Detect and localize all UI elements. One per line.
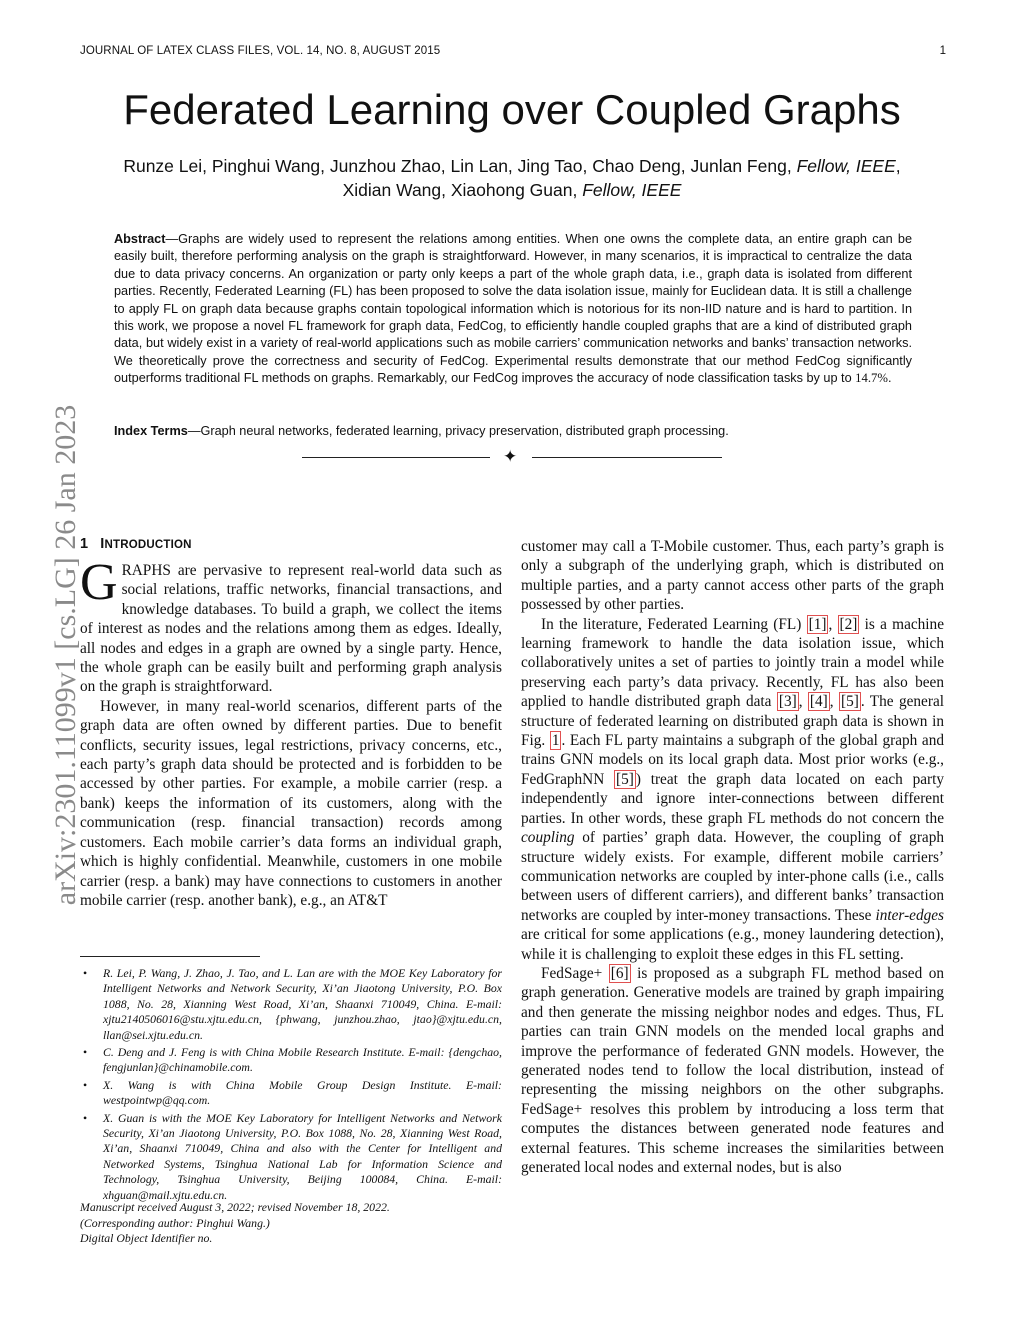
footnote-text: X. Wang is with China Mobile Group Design Institute. E-mail: westpointwp@qq.com. — [103, 1077, 502, 1108]
authors-line-1: Runze Lei, Pinghui Wang, Junzhou Zhao, Lin Lan, Jing Tao, Chao Deng, Junlan Feng, — [123, 156, 797, 176]
author-list — [90, 154, 934, 202]
text-run: . The general structure of federated learning on distributed graph data is shown in Fig. — [521, 693, 944, 750]
section-title-rest: NTRODUCTION — [104, 539, 192, 551]
fellow-ieee-1: Fellow, IEEE — [796, 156, 896, 176]
text-run: , — [829, 693, 839, 711]
footnote-item — [80, 1045, 502, 1076]
bullet-icon: • — [83, 1110, 88, 1125]
intro-paragraph-2: However, in many real-world scenarios, different parts of the graph data are often owned by different parties. Due to benefit conflicts, security issues, legal restrictions, privacy concerns, etc., each party’s graph data should be protected and is forbidden to be accessed by other parties. For example, a mobile carrier (resp. a bank) keeps the information of its customers, along with the communication (resp. financial transaction) records among customers. Each mobile carrier’s data forms an individual graph, which is highly confidential. Meanwhile, customers in one mobile carrier (resp. a bank) may have connections to customers in another mobile carrier (resp. another bank), e.g., an AT&T — [80, 697, 502, 909]
text-run: . Each FL party maintains a subgraph of the global graph and trains GNN models on its local graph data. Most prior works (e.g., FedGraphNN — [521, 732, 944, 788]
text-run: is proposed as a subgraph FL method based on graph generation. Generative models are trained by graph impairing and then generate the missing neighbor nodes and edges. Thus, FL parties can train GNN models on the mended local graphs and improve the performance of federated GNN models. However, the generated nodes tend to follow the local distribution, instead of representing the missing neighbors on the other subgraphs. FedSage+ resolves this problem by introducing a loss term that computes the distances between generated node features and external features. This scheme increases the similarities between generated local nodes and external nodes, but is also — [521, 964, 944, 1176]
intro-paragraph-5 — [521, 964, 944, 1177]
text-run: , — [828, 615, 838, 633]
text-run: of parties’ graph data. However, the coupling of graph structure widely exists. For example, different mobile carriers’ communication networks are coupled by inter-phone calls (i.e., calls between users of different carriers), and different banks’ transaction networks are coupled by inter-money transactions. These — [521, 829, 944, 924]
running-header — [80, 45, 946, 61]
citation-link-4[interactable]: [4] — [809, 693, 828, 711]
emphasis-inter-edges: inter-edges — [875, 906, 944, 924]
footnote-item — [80, 966, 502, 1043]
intro-paragraph-4 — [521, 615, 944, 964]
section-title-initial: I — [100, 536, 105, 552]
divider-rule-right — [532, 457, 722, 458]
abstract-label: Abstract — [114, 232, 166, 246]
corresponding-author: (Corresponding author: Pinghui Wang.) — [80, 1215, 270, 1230]
section-heading — [80, 536, 192, 552]
text-run: In the literature, Federated Learning (FL) — [541, 615, 807, 633]
text-run: FedSage+ — [541, 964, 609, 982]
authors-comma: , — [895, 156, 901, 176]
fellow-ieee-2: Fellow, IEEE — [582, 180, 682, 200]
footnote-text: C. Deng and J. Feng is with China Mobile Research Institute. E-mail: {dengchao, fengjunlan}@chinamobile.com. — [103, 1045, 502, 1075]
index-terms-label: Index Terms — [114, 424, 188, 438]
citation-link-3[interactable]: [3] — [778, 693, 797, 711]
section-divider — [302, 449, 722, 469]
authors-line-2: Xidian Wang, Xiaohong Guan, — [342, 180, 583, 200]
figure-link-1[interactable]: 1 — [551, 732, 560, 750]
bullet-icon: • — [83, 1077, 88, 1092]
index-terms-text: —Graph neural networks, federated learning, privacy preservation, distributed graph processing. — [187, 424, 729, 438]
section-number: 1 — [80, 536, 89, 552]
footnote-rule — [80, 956, 260, 957]
bullet-icon: • — [83, 1045, 88, 1060]
intro-paragraph-1-text: RAPHS are pervasive to represent real-world data such as social relations, traffic networks, financial transactions, and knowledge databases. To build a graph, we collect the items of interest as nodes and the relations among them as edges. Ideally, all nodes and edges in a graph are owned by a single party. Hence, the whole graph can be easily built and performing graph analysis on the graph is straightforward. — [80, 562, 502, 696]
abstract — [114, 231, 912, 388]
drop-cap: G — [80, 554, 118, 611]
citation-link-2[interactable]: [2] — [839, 615, 858, 633]
citation-link-5[interactable]: [5] — [841, 693, 859, 711]
abstract-value: 14.7% — [855, 371, 888, 386]
text-run: ) treat the graph data located on each party independently and ignore inter-connections between different parties. In other words, these graph FL methods do not concern the — [521, 770, 944, 827]
intro-paragraph-3: customer may call a T-Mobile customer. Thus, each party’s graph is only a subgraph of the underlying graph, which is distributed on multiple parties, and a party cannot access other parts of the graph possessed by other parties. — [521, 538, 944, 614]
manuscript-received: Manuscript received August 3, 2022; revised November 18, 2022. — [80, 1200, 390, 1214]
citation-link-6[interactable]: [6] — [610, 964, 629, 982]
abstract-text: —Graphs are widely used to represent the relations among entities. When one owns the complete data, an entire graph can be easily built, therefore performing analysis on the graph is straightforward. However, in many scenarios, it is impractical to centralize the data due to data privacy concerns. An organization or party only keeps a part of the whole graph data, i.e., graph data is isolated from different parties. Recently, Federated Learning (FL) has been proposed to solve the data isolation issue, mainly for Euclidean data. It is still a challenge to apply FL on graph data because graphs contain topological information which is notorious for its non-IID nature and is hard to partition. In this work, we propose a novel FL framework for graph data, FedCog, to efficiently handle coupled graphs that are a kind of distributed graph data, but widely exist in a variety of real-world applications such as mobile carriers’ communication networks and banks’ transaction networks. We theoretically prove the correctness and security of FedCog. Experimental results demonstrate that our method FedCog significantly outperforms traditional FL methods on graphs. Remarkably, our FedCog improves the accuracy of node classification tasks by up to — [114, 232, 912, 386]
paper-title: Federated Learning over Coupled Graphs — [123, 86, 901, 133]
page-number: 1 — [939, 45, 946, 57]
intro-paragraph-1 — [80, 554, 502, 697]
divider-rule-left — [302, 457, 490, 458]
text-run: is a machine learning framework to handle the data isolation issue, which collaboratively unites a set of parties to jointly train a model while preserving each party’s data privacy. Recently, FL has also been applied to handle distributed graph data — [521, 615, 944, 711]
footnote-text: R. Lei, P. Wang, J. Zhao, J. Tao, and L. Lan are with the MOE Key Laboratory for Intelligent Networks and Network Security, Xi’an Jiaotong University, P.O. Box 1088, No. 28, Xianning West Road, Xi’an, Shaanxi 710049, China. E-mail: xjtu2140506016@stu.xjtu.edu.cn, {phwang, junzhou.zhao, jtao}@xjtu.edu.cn, llan@sei.xjtu.edu.cn. — [103, 966, 502, 1042]
journal-header: JOURNAL OF LATEX CLASS FILES, VOL. 14, NO. 8, AUGUST 2015 — [80, 45, 441, 57]
citation-link-1[interactable]: [1] — [808, 615, 827, 633]
footnote-text: X. Guan is with the MOE Key Laboratory for Intelligent Networks and Network Security, Xi’an Jiaotong University, P.O. Box 1088, No. 28, Xianning West Road, Xi’an, Shaanxi 710049, China and also with the Center for Intelligent and Networked Systems, Tsinghua National Lab for Information Science and Technology, Tsinghua University, Beijing 100084, China. E-mail: xhguan@mail.xjtu.edu.cn. — [103, 1110, 502, 1202]
index-terms — [114, 423, 912, 440]
doi-line: Digital Object Identifier no. — [80, 1231, 213, 1246]
text-run: are critical for some applications (e.g., money laundering detection), while it is challenging to exploit these edges in this FL setting. — [521, 926, 944, 963]
divider-diamond-icon: ✦ — [503, 447, 518, 466]
affiliation-footnotes — [80, 966, 502, 1205]
right-column — [521, 537, 944, 1177]
text-run: , — [798, 693, 808, 711]
arxiv-identifier: arXiv:2301.11099v1 [cs.LG] 26 Jan 2023 — [49, 404, 82, 906]
citation-link-5b[interactable]: [5] — [616, 770, 634, 788]
manuscript-info — [80, 1200, 510, 1247]
emphasis-coupling: coupling — [521, 829, 575, 847]
left-column — [80, 554, 502, 910]
footnote-item — [80, 1111, 502, 1203]
bullet-icon: • — [83, 966, 88, 980]
footnote-item — [80, 1078, 502, 1109]
abstract-end: . — [887, 371, 892, 386]
